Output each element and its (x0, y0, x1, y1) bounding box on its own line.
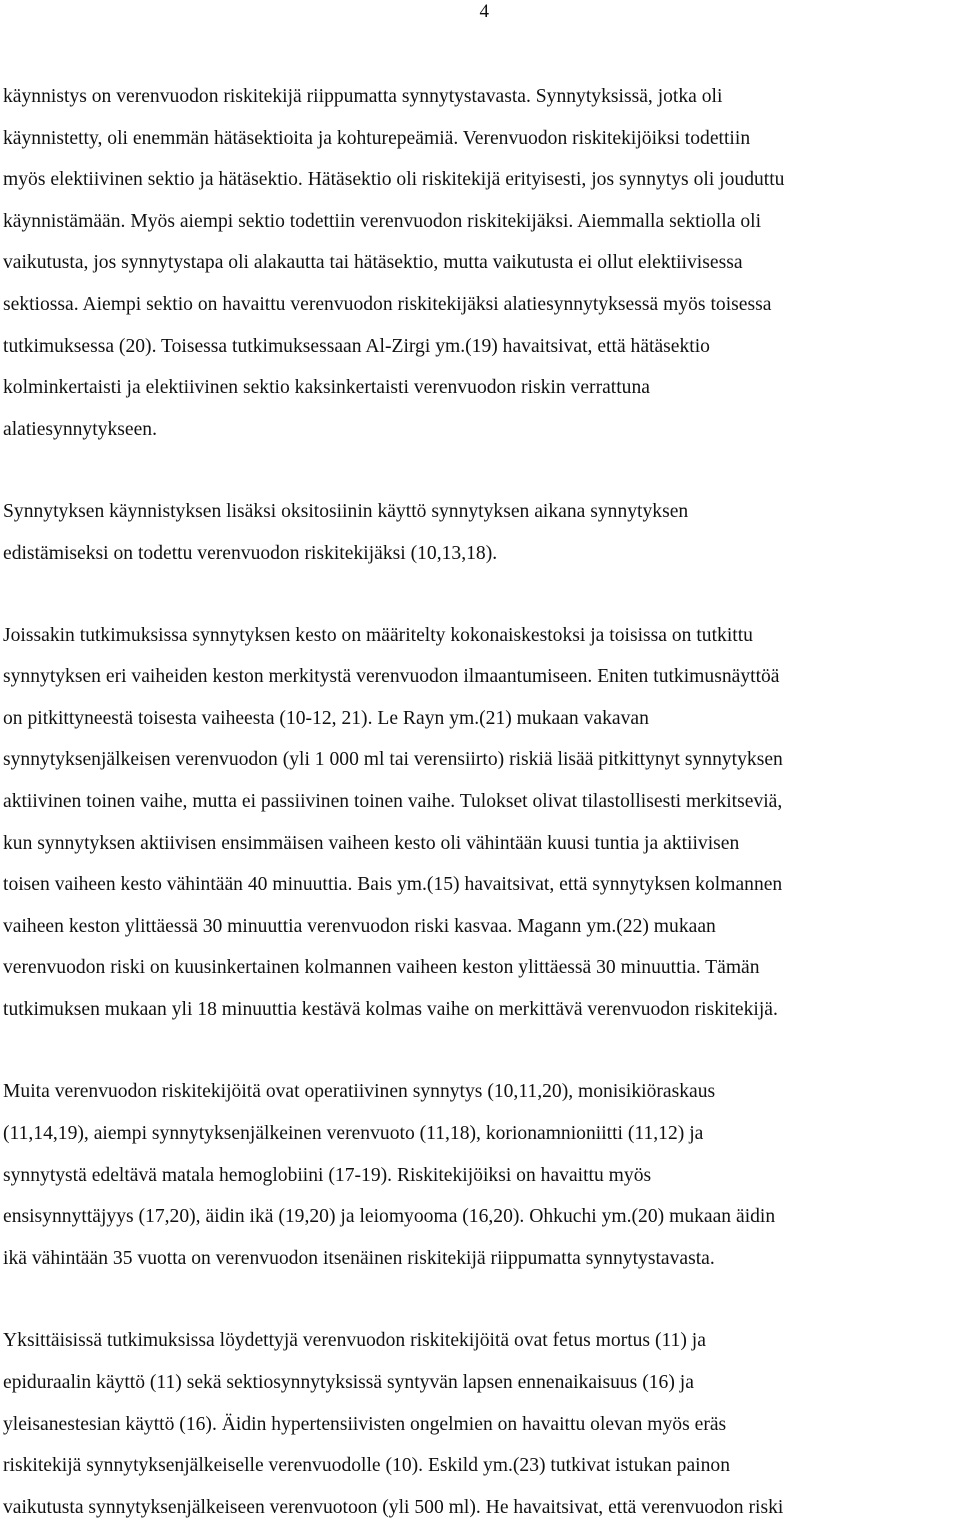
text-line: verenvuodon riski on kuusinkertainen kolmannen vaiheen keston ylittäessä 30 minuuttia. Tämän (3, 957, 760, 979)
text-line: synnytyksen eri vaiheiden keston merkitystä verenvuodon ilmaantumiseen. Eniten tutkimusnäyttöä (3, 666, 780, 688)
text-line: Yksittäisissä tutkimuksissa löydettyjä verenvuodon riskitekijöitä ovat fetus mortus (11) ja (3, 1330, 706, 1352)
paragraph-spacer (3, 1279, 959, 1320)
text-line: on pitkittyneestä toisesta vaiheesta (10-12, 21). Le Rayn ym.(21) mukaan vakavan (3, 707, 649, 729)
text-line: ensisynnyttäjyys (17,20), äidin ikä (19,20) ja leiomyooma (16,20). Ohkuchi ym.(20) mukaan äidin (3, 1206, 776, 1228)
paragraph-2 (3, 491, 959, 574)
text-line: edistämiseksi on todettu verenvuodon riskitekijäksi (10,13,18). (3, 542, 498, 564)
text-line: yleisanestesian käyttö (16). Äidin hypertensiivisten ongelmien on havaittu olevan myös eräs (3, 1413, 727, 1435)
text-line: tutkimuksessa (20). Toisessa tutkimuksessaan Al-Zirgi ym.(19) havaitsivat, että hätäsektio (3, 335, 710, 357)
text-line: epiduraalin käyttö (11) sekä sektiosynnytyksissä syntyvän lapsen ennenaikaisuus (16) ja (3, 1372, 694, 1394)
paragraph-3 (3, 615, 959, 1031)
text-line: vaiheen keston ylittäessä 30 minuuttia verenvuodon riski kasvaa. Magann ym.(22) mukaan (3, 915, 716, 937)
text-line: synnytystä edeltävä matala hemoglobiini (17-19). Riskitekijöiksi on havaittu myös (3, 1164, 652, 1186)
body-text (3, 76, 959, 1528)
paragraph-spacer (3, 450, 959, 491)
text-line: synnytyksenjälkeisen verenvuodon (yli 1 000 ml tai verensiirto) riskiä lisää pitkittynyt synnytyksen (3, 749, 783, 771)
text-line: sektiossa. Aiempi sektio on havaittu verenvuodon riskitekijäksi alatiesynnytyksessä myös toisessa (3, 293, 772, 315)
text-line: käynnistys on verenvuodon riskitekijä riippumatta synnytystavasta. Synnytyksissä, jotka oli (3, 86, 723, 107)
text-line: vaikutusta, jos synnytystapa oli alakautta tai hätäsektio, mutta vaikutusta ei ollut elektiivisessa (3, 252, 743, 274)
text-line: käynnistetty, oli enemmän hätäsektioita ja kohturepeämiä. Verenvuodon riskitekijöiksi todettiin (3, 127, 751, 149)
text-line: aktiivinen toinen vaihe, mutta ei passiivinen toinen vaihe. Tulokset olivat tilastollisesti merkitseviä, (3, 790, 783, 812)
paragraph-1 (3, 76, 959, 450)
text-line: Synnytyksen käynnistyksen lisäksi oksitosiinin käyttö synnytyksen aikana synnytyksen (3, 501, 689, 523)
text-line: myös elektiivinen sektio ja hätäsektio. Hätäsektio oli riskitekijä erityisesti, jos synnytys oli jouduttu (3, 169, 785, 191)
text-line: riskitekijä synnytyksenjälkeiselle verenvuodolle (10). Eskild ym.(23) tutkivat istukan painon (3, 1455, 731, 1477)
paragraph-4 (3, 1071, 959, 1279)
text-line: vaikutusta synnytyksenjälkeiseen verenvuotoon (yli 500 ml). He havaitsivat, että verenvuodon riski (3, 1496, 784, 1518)
text-line: kolminkertaisti ja elektiivinen sektio kaksinkertaisti verenvuodon riskin verrattuna (3, 377, 650, 399)
text-line: tutkimuksen mukaan yli 18 minuuttia kestävä kolmas vaihe on merkittävä verenvuodon riskitekijä. (3, 998, 778, 1020)
text-line: (11,14,19), aiempi synnytyksenjälkeinen verenvuoto (11,18), korionamnioniitti (11,12) ja (3, 1123, 704, 1145)
page-number: 4 (479, 1, 489, 22)
text-line: Joissakin tutkimuksissa synnytyksen kesto on määritelty kokonaiskestoksi ja toisissa on tutkittu (3, 624, 753, 646)
text-line: käynnistämään. Myös aiempi sektio todettiin verenvuodon riskitekijäksi. Aiemmalla sektiolla oli (3, 210, 762, 232)
text-line: ikä vähintään 35 vuotta on verenvuodon itsenäinen riskitekijä riippumatta synnytystavasta. (3, 1247, 715, 1269)
text-line: Muita verenvuodon riskitekijöitä ovat operatiivinen synnytys (10,11,20), monisikiöraskaus (3, 1081, 716, 1103)
paragraph-5 (3, 1320, 959, 1528)
text-line: alatiesynnytykseen. (3, 418, 157, 440)
paragraph-spacer (3, 1030, 959, 1071)
text-line: kun synnytyksen aktiivisen ensimmäisen vaiheen kesto oli vähintään kuusi tuntia ja aktiivisen (3, 832, 740, 854)
paragraph-spacer (3, 575, 959, 615)
text-line: toisen vaiheen kesto vähintään 40 minuuttia. Bais ym.(15) havaitsivat, että synnytyksen kolmannen (3, 874, 783, 896)
